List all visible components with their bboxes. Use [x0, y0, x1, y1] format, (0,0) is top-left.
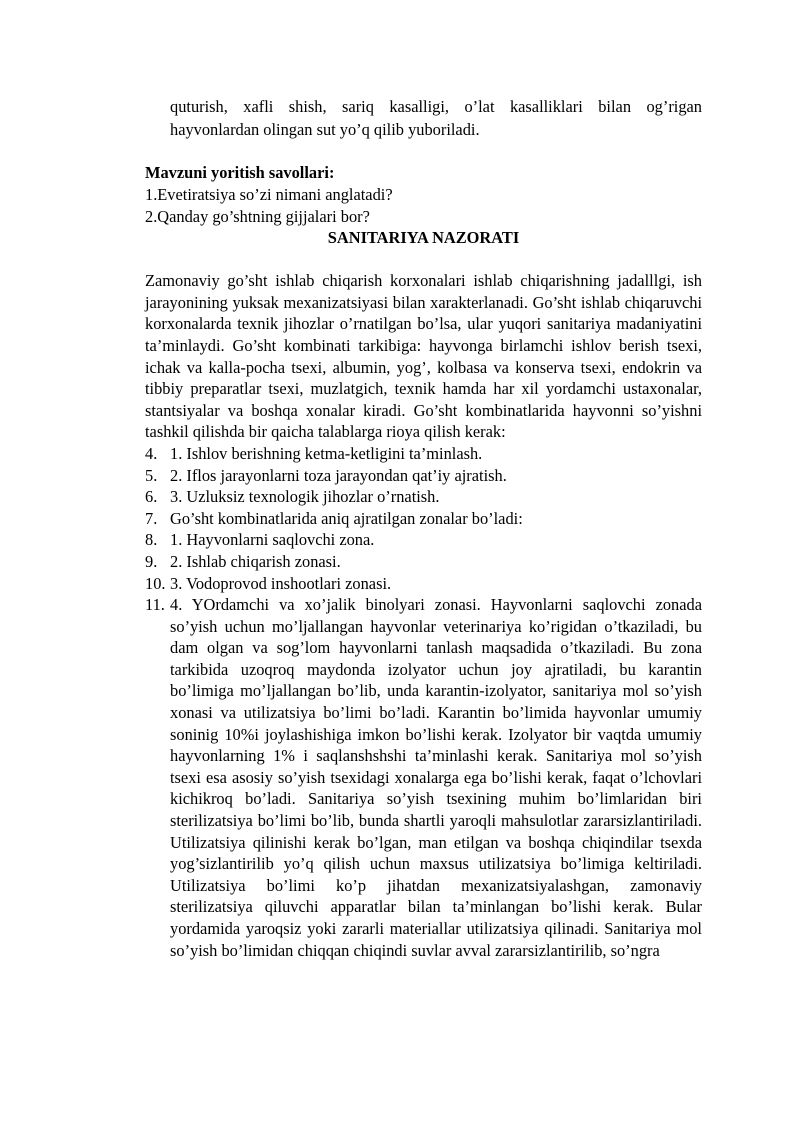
questions-title: Mavzuni yoritish savollari: [145, 163, 335, 183]
list-item [145, 529, 702, 551]
list-text: 2. Ishlab chiqarish zonasi. [170, 551, 341, 571]
list-item [145, 573, 702, 595]
list-text: 3. Uzluksiz texnologik jihozlar o’rnatish. [170, 487, 440, 507]
spacer [145, 141, 702, 162]
question-item: 1.Evetiratsiya so’zi nimani anglatadi? [145, 185, 393, 205]
document-page [145, 96, 702, 961]
list-item [145, 508, 702, 530]
list-item [145, 443, 702, 465]
list-text: 4. YOrdamchi va xo’jalik binolyari zonasi. Hayvonlarni saqlovchi zonada so’yish uchun mo’ljallangan hayvonlar veterinariya ko’rigidan o’tkaziladi, bu dam olgan va sog’lom hayvonlarni tanlash maqsadida o’tkaziladi. Bu zona tarkibida uzoqroq maydonda izolyator uchun joy ajratiladi, bu karantin bo’limiga mo’ljallangan bo’lib, unda karantin-izolyator, sanitariya mol so’yish xonasi va utilizatsiya bo’limi bo’ladi. Karantin bo’limida hayvonlar umumiy soninig 10%i joylashishiga imkon bo’lishi kerak. Izolyator bir vaqtda umumiy hayvonlarning 1% i saqlanshshshi ta’minlashi kerak. Sanitariya mol so’yish tsexi esa asosiy so’yish tsexidagi xonalarga ega bo’lishi kerak, faqat o’lchovlari kichikroq bo’ladi. Sanitariya so’yish tsexining muhim bo’limlaridan biri sterilizatsiya bo’limi bo’lib, bunda shartli yaroqli mahsulotlar zararsizlantiriladi. Utilizatsiya qilinishi kerak bo’lgan, man etilgan va boshqa chiqindilar tsexda yog’sizlantirilib yo’q qilish uchun maxsus utilizatsiya bo’limiga keltiriladi. Utilizatsiya bo’limi ko’p jihatdan mexanizatsiyalashgan, zamonaviy sterilizatsiya qiluvchi apparatlar bilan ta’minlangan bo’lishi kerak. Bular yordamida yaroqsiz yoki zararli materiallar utilizatsiya qilinadi. Sanitariya mol so’yish bo’limidan chiqqan chiqindi suvlar avval zararsizlantirilib, so’ngra [170, 595, 702, 960]
list-text: 1. Hayvonlarni saqlovchi zona. [170, 530, 375, 550]
list-number: 10. [145, 573, 166, 593]
list-item [145, 551, 702, 573]
list-number: 11. [145, 595, 165, 615]
numbered-list [145, 443, 702, 961]
list-item [145, 465, 702, 487]
list-number: 4. [145, 443, 158, 463]
intro-paragraph: quturish, xafli shish, sariq kasalligi, o’lat kasalliklari bilan og’rigan hayvonlardan olingan sut yo’q qilib yuboriladi. [170, 97, 702, 139]
question-item: 2.Qanday go’shtning gijjalari bor? [145, 206, 370, 226]
section-title: SANITARIYA NAZORATI [327, 228, 520, 248]
list-number: 8. [145, 530, 158, 550]
list-text: 3. Vodoprovod inshootlari zonasi. [170, 573, 392, 593]
list-number: 6. [145, 487, 158, 507]
list-text: Go’sht kombinatlarida aniq ajratilgan zonalar bo’ladi: [170, 508, 523, 528]
list-number: 5. [145, 465, 158, 485]
list-text: 1. Ishlov berishning ketma-ketligini ta’minlash. [170, 443, 483, 463]
list-number: 9. [145, 551, 158, 571]
body-paragraph: Zamonaviy go’sht ishlab chiqarish korxonalari ishlab chiqarishning jadalllgi, ish jarayonining yuksak mexanizatsiyasi bilan xarakterlanadi. Go’sht ishlab chiqaruvchi korxonalarda texnik jihozlar o’rnatilgan bo’lsa, ular yuqori sanitariya madaniyatini ta’minlaydi. Go’sht kombinati tarkibiga: hayvonga birlamchi ishlov berish tsexi, ichak va kalla-pocha tsexi, albumin, yog’, kolbasa va konserva tsexi, endokrin va tibbiy preparatlar tsexi, muzlatgich, texnik hamda har xil yordamchi ustaxonalar, stantsiyalar va boshqa xonalar kiradi. Go’sht kombinatlarida hayvonni so’yishni tashkil qilishda bir qaicha talablarga rioya qilish kerak: [145, 271, 702, 442]
list-item [145, 594, 702, 961]
list-item [145, 486, 702, 508]
list-text: 2. Iflos jarayonlarni toza jarayondan qat’iy ajratish. [170, 465, 507, 485]
list-number: 7. [145, 508, 158, 528]
